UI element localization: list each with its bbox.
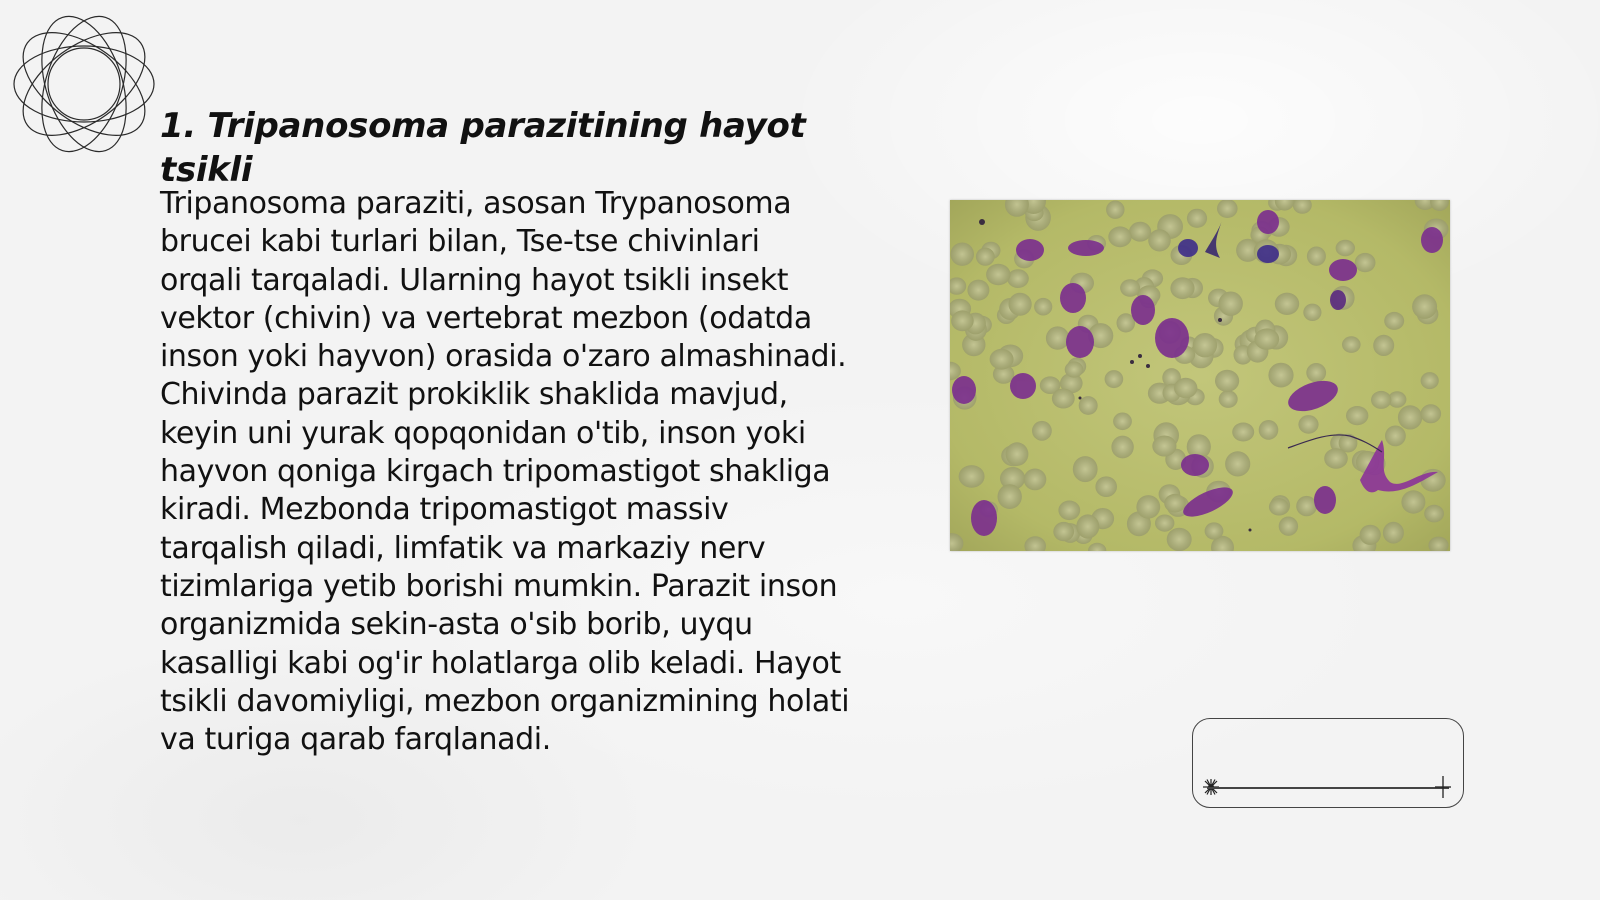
red-blood-cell [1307,247,1326,266]
red-blood-cell [1384,312,1404,330]
red-blood-cell [1095,476,1117,497]
red-blood-cell [1412,294,1437,319]
microscope-blood-smear-image [950,200,1450,551]
red-blood-cell [1174,378,1197,398]
red-blood-cell [1052,389,1075,409]
red-blood-cell [1006,442,1029,466]
red-blood-cell [1136,495,1160,519]
red-blood-cell [1105,370,1124,388]
red-blood-cell [1155,515,1174,532]
red-blood-cell [1398,405,1422,429]
red-blood-cell [1424,505,1444,523]
red-blood-cell [1187,209,1207,228]
slide-title: 1. Tripanosoma parazitining hayot tsikli [160,106,806,190]
red-blood-cell [1120,279,1140,297]
red-blood-cell [1152,436,1176,457]
red-blood-cell [1113,413,1132,431]
red-blood-cell [1193,333,1217,357]
red-blood-cell [1336,240,1355,256]
red-blood-cell [1053,522,1074,541]
red-blood-cell [998,484,1022,509]
red-blood-cell [1073,456,1098,482]
circle-rosette-icon [8,8,160,160]
red-blood-cell [1259,420,1279,440]
red-blood-cell [990,349,1014,370]
red-blood-cell [1065,361,1084,377]
red-blood-cell [1129,222,1151,242]
red-blood-cell [976,248,995,266]
red-blood-cell [1385,426,1406,447]
red-blood-cell [1164,494,1186,513]
red-blood-cell [1279,517,1298,536]
red-blood-cell [1342,336,1361,353]
plus-icon [1431,775,1455,799]
red-blood-cell [1106,201,1124,219]
red-blood-cell [1371,391,1391,409]
red-blood-cell [1170,277,1194,299]
red-blood-cell [986,264,1010,285]
red-blood-cell [1058,501,1080,521]
red-blood-cell [1024,469,1047,491]
red-blood-cell [1007,269,1029,288]
caption-divider-line [1207,787,1449,789]
red-blood-cell [1421,372,1439,389]
slide-body-text: Tripanosoma paraziti, asosan Trypanosoma brucei kabi turlari bilan, Tse-tse chivinlari orqali tarqaladi. Ularning hayot tsikli insekt vektor (chivin) va vertebrat mezbon (odatda inson yoki hayvon) orasida o'zaro almashinadi. Chivinda parazit prokiklik shaklida mavjud, keyin uni yurak qopqonidan o'tib, inson yoki hayvon qoniga kirgach tripomastigot shakliga kiradi. Mezbonda tripomastigot massiv tarqalish qiladi, limfatik va markaziy nerv tizimlariga yetib borishi mumkin. Parazit inson organizmida sekin-asta o'sib borib, uyqu kasalligi kabi og'ir holatlarga olib keladi. Hayot tsikli davomiyligi, mezbon organizmining holati va turiga qarab farqlanadi. [160,186,850,758]
red-blood-cell [1373,335,1394,356]
red-blood-cell [959,465,985,488]
red-blood-cell [1108,226,1131,247]
red-blood-cell [1219,390,1238,408]
red-blood-cell [951,310,974,331]
red-blood-cell [1303,304,1321,321]
red-blood-cell [1034,298,1052,316]
red-blood-cell [1324,448,1348,469]
red-blood-cell [1167,528,1192,551]
red-blood-cell [1079,396,1098,415]
red-blood-cell [1421,404,1442,423]
red-blood-cell [1275,293,1299,315]
red-blood-cell [1346,406,1368,425]
red-blood-cell [1225,451,1250,476]
red-blood-cell [1232,423,1254,442]
red-blood-cell [1148,229,1171,251]
red-blood-cell [1360,525,1381,545]
red-blood-cell [1009,293,1032,316]
red-blood-cell [1215,370,1239,392]
red-blood-cell [1355,253,1376,272]
red-blood-cell [967,280,989,301]
red-blood-cell [1383,522,1404,544]
red-blood-cell [1254,328,1279,349]
red-blood-cell [1219,292,1243,316]
red-blood-cell [1076,514,1099,538]
red-blood-cell [1306,363,1326,382]
red-blood-cell [1111,436,1133,459]
red-blood-cell [1298,415,1318,434]
red-blood-cell [1032,421,1052,441]
red-blood-cell [1268,363,1293,388]
red-blood-cell [1205,522,1224,539]
red-blood-cell [1046,326,1069,349]
red-blood-cell [1401,490,1425,513]
red-blood-cell [950,243,974,266]
caption-frame [1192,718,1464,808]
red-blood-cell [1296,496,1317,516]
red-blood-cell [1269,498,1289,515]
